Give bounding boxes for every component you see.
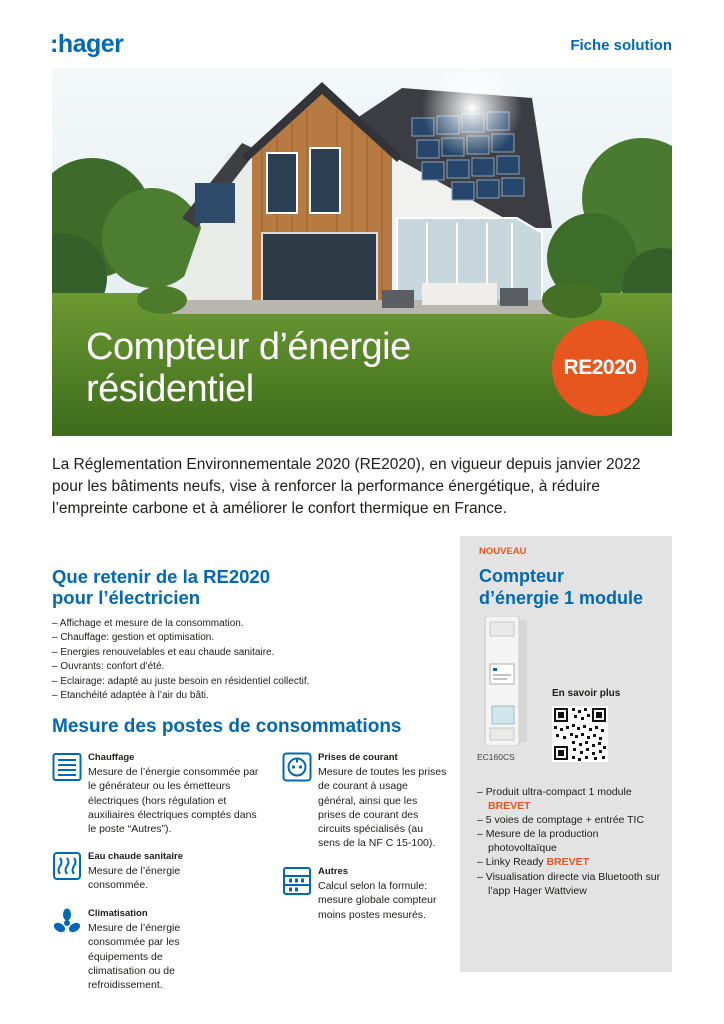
list-item: – Ouvrants: confort d’été. [52, 661, 165, 673]
list-item: – Eclairage: adapté au juste besoin en résidentiel collectif. [52, 675, 310, 687]
post-prises [282, 752, 462, 857]
post-description: Mesure de toutes les prises de courant à usage général, ainsi que les prises de courant des circuits spécialisés (au sens de la NF C 15-100). [318, 766, 447, 850]
energy-meter-product-image [480, 616, 530, 746]
list-item: – Energies renouvelables et eau chaude sanitaire. [52, 646, 275, 658]
feature-item: – Linky Ready BREVET [477, 856, 590, 869]
feature-item: – Mesure de la production photovoltaïque [477, 828, 599, 855]
document-type-label: Fiche solution [570, 37, 672, 54]
post-title: Chauffage [88, 752, 135, 763]
new-label: NOUVEAU [479, 546, 527, 557]
qr-code[interactable] [552, 706, 608, 762]
list-item: – Chauffage: gestion et optimisation. [52, 632, 215, 644]
feature-item: – 5 voies de comptage + entrée TIC [477, 814, 645, 827]
panel-icon [282, 866, 312, 896]
hager-logo: :hager [50, 30, 124, 58]
post-title: Autres [318, 866, 349, 877]
socket-icon [282, 752, 312, 782]
post-description: Mesure de l’énergie consommée. [88, 865, 181, 892]
product-title-line-2: d’énergie 1 module [479, 588, 644, 608]
hero-title-line-2: résidentiel [86, 368, 254, 410]
post-title: Prises de courant [318, 752, 398, 763]
learn-more-label: En savoir plus [552, 688, 621, 699]
brevet-highlight: BREVET [488, 800, 531, 813]
retenir-list [52, 617, 309, 703]
post-title: Eau chaude sanitaire [88, 851, 184, 862]
brevet-highlight: BREVET [546, 856, 590, 869]
retenir-heading [52, 566, 412, 608]
list-item: – Affichage et mesure de la consommation. [52, 618, 244, 629]
post-description: Calcul selon la formule: mesure globale compteur moins postes mesurés. [318, 880, 437, 921]
product-title [479, 565, 669, 609]
hero-title-line-1: Compteur d’énergie [86, 326, 411, 368]
feature-item: – Produit ultra-compact 1 module BREVET [477, 786, 632, 813]
post-chauffage [52, 752, 262, 842]
re2020-badge: RE2020 [552, 320, 648, 416]
post-autres [282, 866, 462, 926]
post-title: Climatisation [88, 908, 148, 919]
post-description: Mesure de l’énergie consommée par le générateur ou les émetteurs électriques (hors régulation et auxiliaires électriques comptés dans le poste “Autres”). [88, 766, 259, 836]
retenir-heading-line-2: pour l’électricien [52, 587, 201, 608]
product-features-list [477, 785, 667, 898]
retenir-heading-line-1: Que retenir de la RE2020 [52, 566, 270, 587]
list-item: – Etanchéité adaptée à l’air du bâti. [52, 690, 209, 702]
heater-icon [52, 752, 82, 782]
intro-paragraph: La Réglementation Environnementale 2020 (RE2020), en vigueur depuis janvier 2022 pour les bâtiments neufs, vise à renforcer la performance énergétique, à réduire l’empreinte carbone et à améliorer le confort thermique en France. [52, 456, 641, 517]
product-title-line-1: Compteur [479, 566, 564, 586]
product-panel [460, 536, 672, 972]
feature-item: – Visualisation directe via Bluetooth sur l’app Hager Wattview [477, 870, 661, 897]
mesure-heading: Mesure des postes de consommations [52, 716, 402, 737]
post-eau-chaude [52, 851, 262, 896]
post-climatisation [52, 908, 262, 992]
hero-image [52, 68, 672, 436]
fan-icon [52, 908, 82, 938]
product-reference: EC160CS [477, 752, 515, 762]
hero-title [86, 326, 411, 410]
post-description: Mesure de l’énergie consommée par les équipements de climatisation ou de refroidissement. [88, 922, 181, 992]
water-heater-icon [52, 851, 82, 881]
